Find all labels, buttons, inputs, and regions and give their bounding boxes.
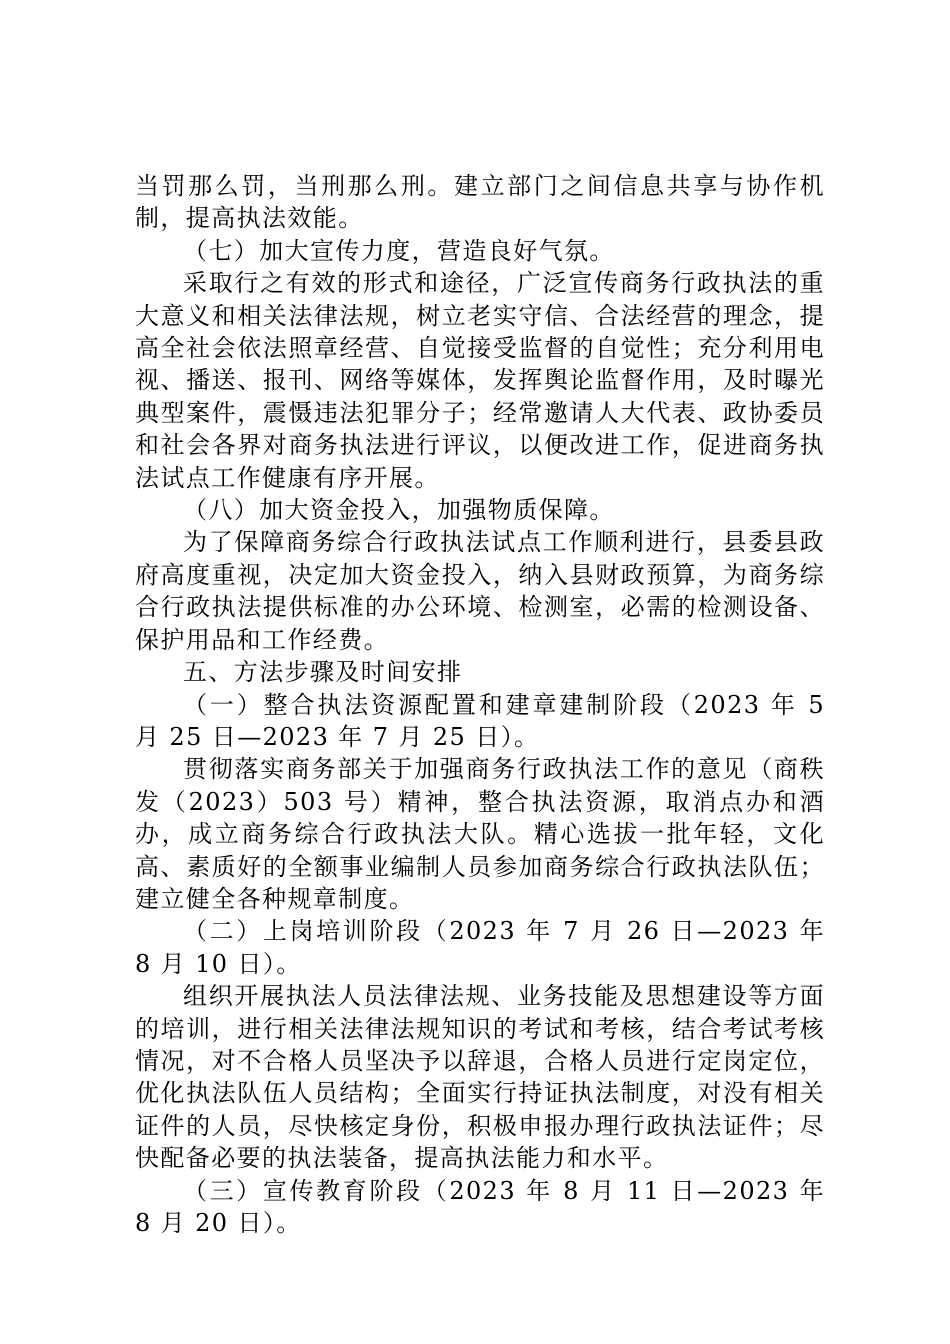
subsection-heading-2: （二）上岗培训阶段（2023 年 7 月 26 日—2023 年 8 月 10 日）。 (135, 917, 825, 978)
paragraph-publicity: 采取行之有效的形式和途径，广泛宣传商务行政执法的重大意义和相关法律法规，树立老实守信、合法经营的理念，提高全社会依法照章经营、自觉接受监督的自觉性；充分利用电视、播送、报刊、网络等媒体，发挥舆论监督作用，及时曝光典型案件，震慑违法犯罪分子；经常邀请人大代表、政协委员和社会各界对商务执法进行评议，以便改进工作，促进商务执法试点工作健康有序开展。 (135, 269, 825, 492)
paragraph-training: 组织开展执法人员法律法规、业务技能及思想建设等方面的培训，进行相关法律法规知识的考试和考核，结合考试考核情况，对不合格人员坚决予以辞退，合格人员进行定岗定位，优化执法队伍人员结构；全面实行持证执法制度，对没有相关证件的人员，尽快核定身份，积极申报办理行政执法证件；尽快配备必要的执法装备，提高执法能力和水平。 (135, 982, 825, 1173)
document-body (135, 170, 825, 1239)
section-heading-8: （八）加大资金投入，加强物质保障。 (183, 496, 615, 525)
subsection-heading-1: （一）整合执法资源配置和建章建制阶段（2023 年 5 月 25 日—2023 年 7 月 25 日）。 (135, 690, 825, 751)
paragraph-integration: 贯彻落实商务部关于加强商务行政执法工作的意见（商秩发（2023）503 号）精神，整合执法资源，取消点办和酒办，成立商务综合行政执法大队。精心选拔一批年轻，文化高、素质好的全额事业编制人员参加商务综合行政执法队伍；建立健全各种规章制度。 (135, 755, 825, 913)
section-heading-7: （七）加大宣传力度，营造良好气氛。 (183, 236, 615, 265)
subsection-heading-3: （三）宣传教育阶段（2023 年 8 月 11 日—2023 年 8 月 20 日）。 (135, 1176, 825, 1237)
paragraph-funding: 为了保障商务综合行政执法试点工作顺利进行，县委县政府高度重视，决定加大资金投入，纳入县财政预算，为商务综合行政执法提供标准的办公环境、检测室，必需的检测设备、保护用品和工作经费。 (135, 528, 825, 654)
paragraph-continuation: 当罚那么罚，当刑那么刑。建立部门之间信息共享与协作机制，提高执法效能。 (135, 172, 825, 233)
section-heading-5: 五、方法步骤及时间安排 (183, 658, 463, 687)
